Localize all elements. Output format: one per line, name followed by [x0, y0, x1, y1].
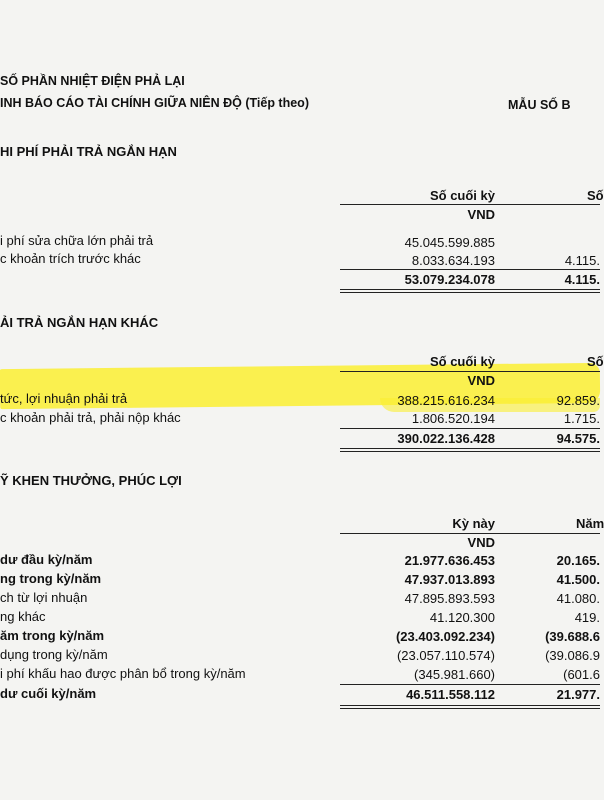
header-underline — [340, 533, 600, 534]
row-value-current: (23.057.110.574) — [396, 648, 495, 663]
header-underline — [340, 204, 600, 205]
row-value-prior: 41.080. — [556, 591, 600, 606]
row-label: dụng trong kỳ/năm — [0, 647, 108, 662]
total-double-line — [340, 705, 600, 709]
row-value-prior: 419. — [574, 610, 600, 625]
row-value-prior: (601.6 — [563, 667, 600, 682]
row-value-opening: 1.715. — [563, 411, 600, 426]
total-value-closing: 390.022.136.428 — [397, 431, 495, 446]
column-header-opening: Số — [587, 188, 604, 203]
header-underline — [340, 371, 600, 372]
section-title-other-payables: ẢI TRẢ NGẮN HẠN KHÁC — [0, 315, 159, 330]
form-code: MẪU SỐ B — [508, 98, 571, 112]
row-label: ăm trong kỳ/năm — [0, 628, 105, 643]
row-value-closing: 1.806.520.194 — [411, 411, 495, 426]
row-value-current: (345.981.660) — [414, 667, 495, 682]
row-value-current: 47.895.893.593 — [404, 591, 495, 606]
row-label: i phí sửa chữa lớn phải trả — [0, 233, 154, 248]
row-label: ch từ lợi nhuận — [0, 590, 88, 605]
section-title-accrued-expenses: HI PHÍ PHẢI TRẢ NGẮN HẠN — [0, 144, 177, 159]
row-value-prior: (39.086.9 — [545, 648, 600, 663]
row-value-current: 47.937.013.893 — [404, 572, 495, 587]
row-label: dư đầu kỳ/năm — [0, 552, 93, 567]
column-header-closing: Số cuối kỳ — [429, 354, 495, 369]
row-label: c khoản phải trả, phải nộp khác — [0, 410, 181, 425]
row-value-prior: 41.500. — [556, 572, 600, 587]
column-header-opening: Số — [587, 354, 604, 369]
row-label: c khoản trích trước khác — [0, 251, 141, 266]
column-header-prior: Năm — [576, 516, 604, 531]
section-title-bonus-welfare-fund: Ỹ KHEN THƯỞNG, PHÚC LỢI — [0, 473, 182, 488]
row-value-opening: 4.115. — [564, 253, 600, 268]
row-value-closing: 388.215.616.234 — [397, 393, 495, 408]
subtotal-line — [340, 269, 600, 270]
row-value-prior: 20.165. — [556, 553, 600, 568]
total-double-line — [340, 448, 600, 452]
column-header-current: Kỳ này — [452, 516, 495, 531]
unit-label: VND — [467, 535, 495, 550]
total-value-closing: 53.079.234.078 — [404, 272, 495, 287]
subtotal-line — [340, 428, 600, 429]
row-label: ng trong kỳ/năm — [0, 571, 102, 586]
unit-label: VND — [467, 207, 495, 222]
row-label: ng khác — [0, 609, 46, 624]
column-header-closing: Số cuối kỳ — [429, 188, 495, 203]
row-value-closing: 8.033.634.193 — [411, 253, 495, 268]
row-label: i phí khấu hao được phân bổ trong kỳ/năm — [0, 666, 246, 681]
report-title: INH BÁO CÁO TÀI CHÍNH GIỮA NIÊN ĐỘ (Tiếp theo) — [0, 96, 309, 110]
total-value-opening: 4.115. — [564, 272, 600, 287]
total-value-current: 46.511.558.112 — [406, 687, 495, 702]
unit-label: VND — [467, 373, 495, 388]
row-value-prior: (39.688.6 — [545, 629, 600, 644]
total-value-opening: 94.575. — [556, 431, 600, 446]
total-double-line — [340, 289, 600, 293]
row-value-current: 41.120.300 — [429, 610, 495, 625]
row-value-current: (23.403.092.234) — [395, 629, 495, 644]
row-label: tức, lợi nhuận phải trả — [0, 391, 128, 406]
total-row-label: dư cuối kỳ/năm — [0, 686, 97, 701]
row-value-closing: 45.045.599.885 — [404, 235, 495, 250]
subtotal-line — [340, 684, 600, 685]
row-value-opening: 92.859. — [556, 393, 600, 408]
row-value-current: 21.977.636.453 — [404, 553, 495, 568]
company-name: SỐ PHẦN NHIỆT ĐIỆN PHẢ LẠI — [0, 74, 185, 88]
total-value-prior: 21.977. — [556, 687, 600, 702]
